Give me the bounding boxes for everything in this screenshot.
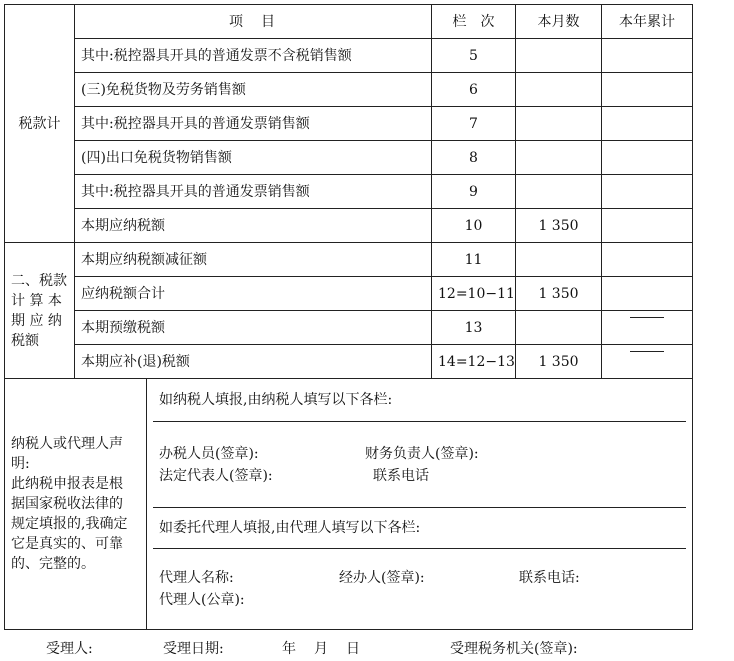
header-column-no: 栏 次: [432, 5, 516, 39]
header-row: [5, 5, 693, 39]
header-item: 项 目: [75, 5, 432, 39]
statement-line: 规定填报的,我确定: [11, 516, 128, 532]
receipt-date-label: 受理日期:: [163, 641, 224, 657]
not-applicable-dash: [630, 351, 664, 372]
table-row: [5, 175, 693, 209]
statement-line: 纳税人或代理人声: [11, 436, 123, 452]
row-year[interactable]: [602, 107, 693, 141]
row-year: [602, 311, 693, 345]
declaration-row: [5, 379, 693, 630]
month-label: 月: [314, 641, 328, 657]
row-month[interactable]: 1 350: [516, 345, 602, 379]
row-no: 11: [432, 243, 516, 277]
agent-seal-label: 代理人(公章):: [159, 592, 245, 608]
row-no: 7: [432, 107, 516, 141]
row-no: 8: [432, 141, 516, 175]
row-month[interactable]: 1 350: [516, 277, 602, 311]
table-row: [5, 345, 693, 379]
header-year-total: 本年累计: [602, 5, 693, 39]
row-item: 其中:税控器具开具的普通发票销售额: [75, 175, 432, 209]
agent-handler-label: 经办人(签章):: [339, 570, 425, 586]
table-row: [5, 277, 693, 311]
agent-phone-label: 联系电话:: [519, 570, 580, 586]
section-label-tax-payable: [5, 243, 75, 379]
row-month[interactable]: [516, 107, 602, 141]
table-row: [5, 107, 693, 141]
row-year[interactable]: [602, 73, 693, 107]
row-year[interactable]: [602, 141, 693, 175]
section-label-tax-calc: 税款计: [5, 5, 75, 243]
row-year[interactable]: [602, 209, 693, 243]
taxpayer-clerk-label: 办税人员(签章):: [159, 445, 259, 462]
row-no: 9: [432, 175, 516, 209]
row-item: 本期应纳税额减征额: [75, 243, 432, 277]
row-month[interactable]: [516, 39, 602, 73]
taxpayer-finance-label: 财务负责人(签章):: [365, 445, 479, 462]
row-no: 10: [432, 209, 516, 243]
day-label: 日: [346, 641, 360, 657]
row-month[interactable]: 1 350: [516, 209, 602, 243]
row-year[interactable]: [602, 39, 693, 73]
agent-header: 如委托代理人填报,由代理人填写以下各栏:: [153, 508, 686, 549]
row-month[interactable]: [516, 73, 602, 107]
declaration-sub-table: [153, 379, 686, 629]
table-row: [5, 311, 693, 345]
table-row: [5, 243, 693, 277]
section-line: 二、税款: [11, 272, 67, 289]
row-year[interactable]: [602, 277, 693, 311]
row-item: 本期预缴税额: [75, 311, 432, 345]
row-item: 本期应补(退)税额: [75, 345, 432, 379]
row-item: (三)免税货物及劳务销售额: [75, 73, 432, 107]
agent-signature-block: [153, 549, 686, 630]
table-row: [5, 141, 693, 175]
table-row: [5, 39, 693, 73]
row-year[interactable]: [602, 243, 693, 277]
row-month[interactable]: [516, 175, 602, 209]
statement-line: 此纳税申报表是根: [11, 476, 123, 492]
row-month[interactable]: [516, 141, 602, 175]
table-row: [5, 73, 693, 107]
tax-form-table: [4, 4, 693, 630]
taxpayer-phone-label: 联系电话: [373, 467, 429, 484]
form-footer: [0, 636, 734, 658]
section-line: 期 应 纳: [11, 312, 62, 329]
statement-line: 的、完整的。: [11, 556, 95, 572]
row-year: [602, 345, 693, 379]
row-item: 其中:税控器具开具的普通发票不含税销售额: [75, 39, 432, 73]
row-item: (四)出口免税货物销售额: [75, 141, 432, 175]
row-no: 13: [432, 311, 516, 345]
agent-name-label: 代理人名称:: [159, 570, 234, 586]
year-label: 年: [282, 641, 296, 657]
row-no: 6: [432, 73, 516, 107]
row-no: 5: [432, 39, 516, 73]
row-item: 其中:税控器具开具的普通发票销售额: [75, 107, 432, 141]
statement-line: 据国家税收法律的: [11, 496, 123, 512]
row-month[interactable]: [516, 243, 602, 277]
row-item: 本期应纳税额: [75, 209, 432, 243]
taxpayer-header: 如纳税人填报,由纳税人填写以下各栏:: [153, 379, 686, 422]
receiver-label: 受理人:: [46, 641, 93, 657]
section-line: 税额: [11, 332, 39, 349]
declaration-fields: [147, 379, 693, 630]
row-no: 12=10−11: [432, 277, 516, 311]
statement-line: 它是真实的、可靠: [11, 536, 123, 552]
taxpayer-legal-label: 法定代表人(签章):: [159, 467, 273, 484]
declaration-statement: [5, 379, 147, 630]
tax-office-label: 受理税务机关(签章):: [450, 641, 578, 657]
row-year[interactable]: [602, 175, 693, 209]
not-applicable-dash: [630, 317, 664, 338]
row-no: 14=12−13: [432, 345, 516, 379]
table-row: [5, 209, 693, 243]
taxpayer-signature-block: [153, 422, 686, 508]
row-item: 应纳税额合计: [75, 277, 432, 311]
section-line: 计 算 本: [11, 292, 62, 309]
row-month[interactable]: [516, 311, 602, 345]
header-this-month: 本月数: [516, 5, 602, 39]
statement-line: 明:: [11, 456, 30, 472]
